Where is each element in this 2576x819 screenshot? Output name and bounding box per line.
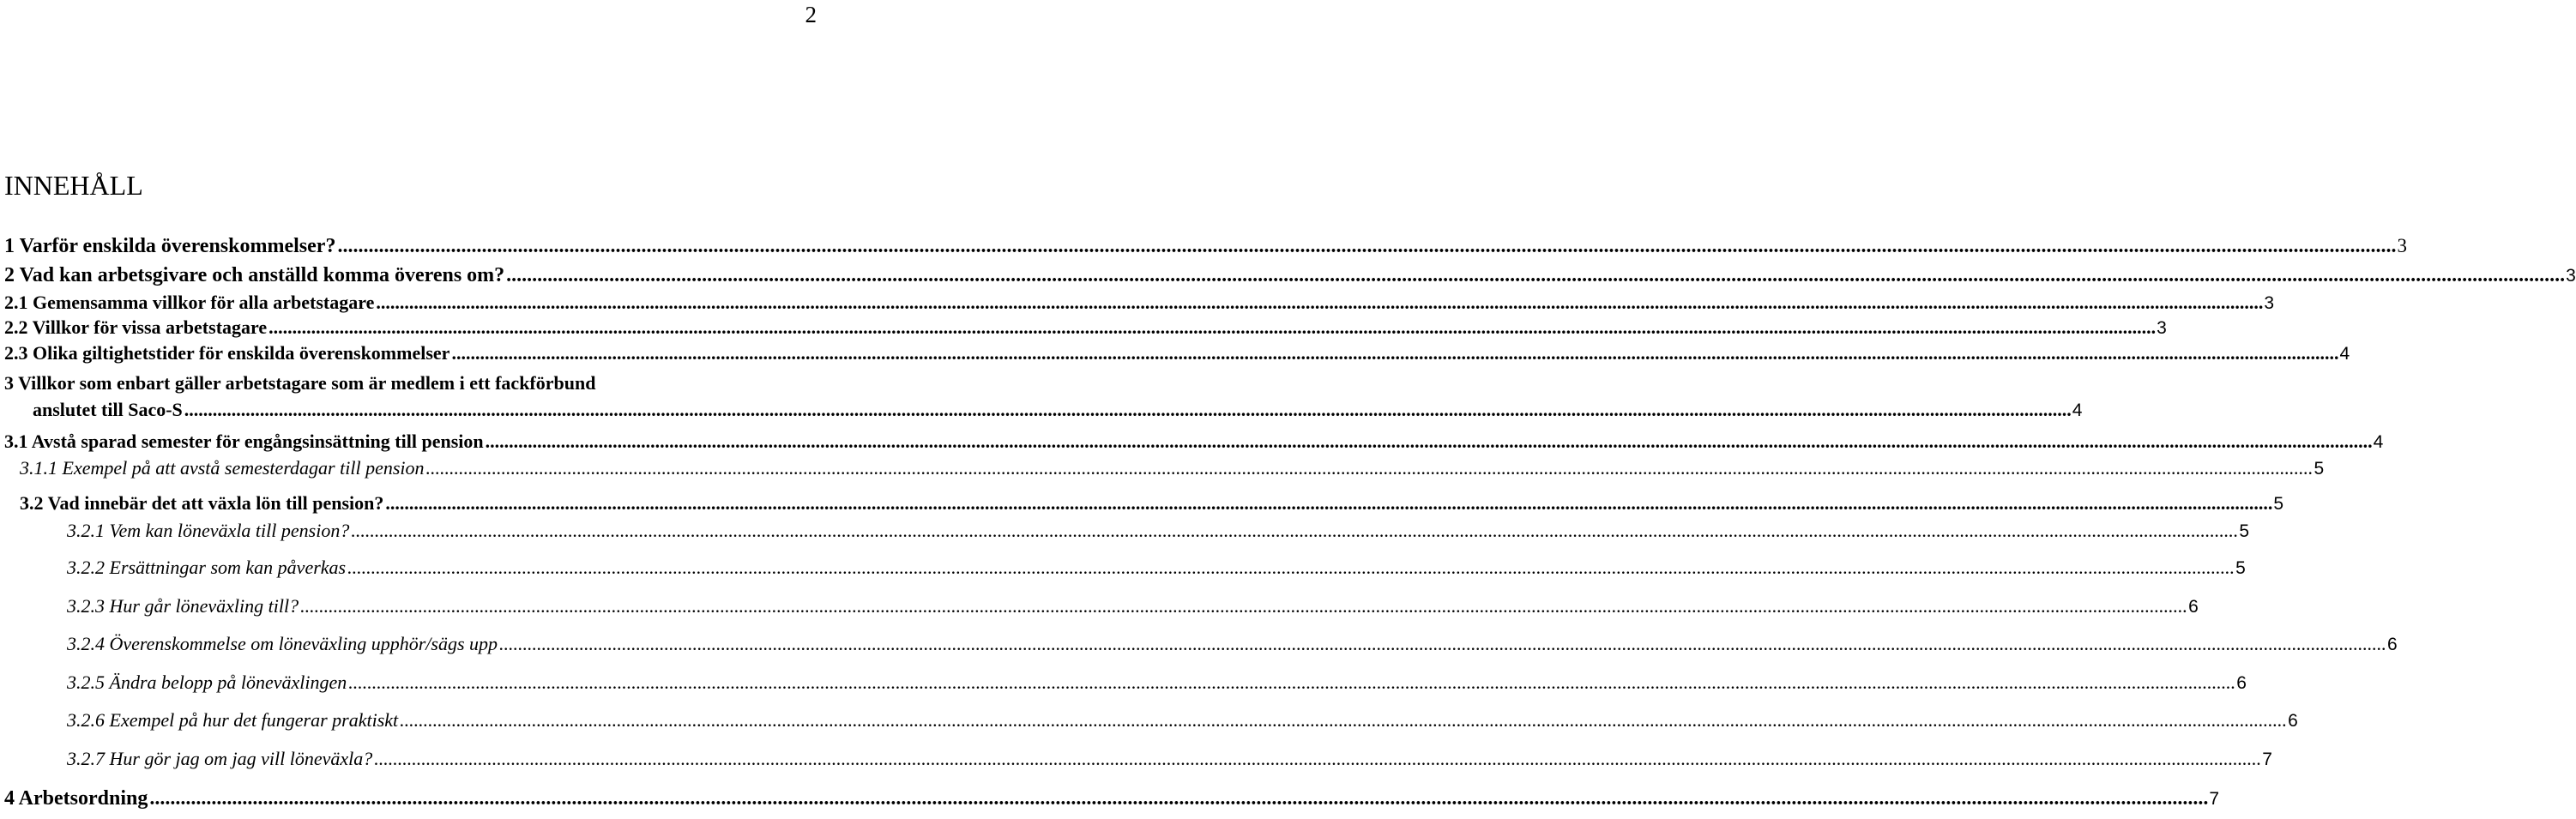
toc-leader-dots: ................................................................................................................................................................................................................................................................................................................................................................................................................ xyxy=(347,557,2235,578)
toc-entry-label: 3.1.1 Exempel på att avstå semesterdagar till pension xyxy=(20,457,425,479)
toc-entry-page: 5 xyxy=(2235,558,2246,578)
toc-leader-dots: ................................................................................................................................................................................................................................................................................................................................................................................................................ xyxy=(506,264,2566,286)
toc-entry-page: 6 xyxy=(2236,673,2247,693)
toc-entry-3[interactable] xyxy=(33,399,2083,428)
toc-entry-label: 2.1 Gemensamma villkor för alla arbetstagare xyxy=(4,292,375,313)
toc-leader-dots: ................................................................................................................................................................................................................................................................................................................................................................................................................ xyxy=(337,235,2397,257)
toc-leader-dots: ................................................................................................................................................................................................................................................................................................................................................................................................................ xyxy=(400,709,2288,731)
toc-entry-label: 3.2.6 Exempel på hur det fungerar praktiskt xyxy=(67,709,399,731)
toc-entry-3-2[interactable] xyxy=(20,492,2284,521)
toc-entry-page: 4 xyxy=(2373,432,2384,452)
toc-entry-label: 3.2.1 Vem kan löneväxla till pension? xyxy=(67,520,350,541)
toc-entry-label: 1 Varför enskilda överenskommelser? xyxy=(4,235,336,257)
toc-entry-label: 3.2.7 Hur gör jag om jag vill löneväxla? xyxy=(67,748,373,769)
toc-entry-2-2[interactable] xyxy=(4,316,2167,346)
toc-entry-page: 4 xyxy=(2072,400,2083,420)
toc-entry-label: 3.1 Avstå sparad semester för engångsinsättning till pension xyxy=(4,431,484,452)
toc-entry-label: 3.2.5 Ändra belopp på löneväxlingen xyxy=(67,671,347,693)
toc-entry-1[interactable] xyxy=(4,235,2407,264)
toc-entry-page: 7 xyxy=(2262,750,2272,769)
toc-entry-3-2-7[interactable] xyxy=(67,748,2272,777)
toc-leader-dots: ................................................................................................................................................................................................................................................................................................................................................................................................................ xyxy=(385,492,2273,514)
page-number: 2 xyxy=(805,2,817,27)
toc-entry-page: 5 xyxy=(2314,459,2325,479)
toc-entry-4[interactable] xyxy=(4,787,2220,816)
toc-leader-dots: ................................................................................................................................................................................................................................................................................................................................................................................................................ xyxy=(499,633,2387,654)
toc-entry-label: 3.2 Vad innebär det att växla lön till pension? xyxy=(20,492,384,514)
toc-entry-label: 3.2.2 Ersättningar som kan påverkas xyxy=(67,557,347,578)
toc-entry-page: 6 xyxy=(2288,711,2298,731)
toc-entry-page: 6 xyxy=(2188,597,2199,617)
toc-entry-page: 4 xyxy=(2339,344,2350,364)
toc-leader-dots: ................................................................................................................................................................................................................................................................................................................................................................................................................ xyxy=(425,457,2314,479)
toc-entry-2[interactable] xyxy=(4,264,2576,293)
toc-entry-label: 4 Arbetsordning xyxy=(4,787,148,810)
toc-entry-label: 2.3 Olika giltighetstider för enskilda överenskommelser xyxy=(4,342,450,364)
toc-entry-2-3[interactable] xyxy=(4,342,2350,371)
toc-entry-3-2-4[interactable] xyxy=(67,633,2398,662)
toc-entry-3-2-2[interactable] xyxy=(67,557,2246,586)
toc-entry-page: 3 xyxy=(2397,235,2407,256)
toc-entry-page: 3 xyxy=(2566,266,2576,286)
toc-leader-dots: ................................................................................................................................................................................................................................................................................................................................................................................................................ xyxy=(149,787,2209,810)
toc-leader-dots: ................................................................................................................................................................................................................................................................................................................................................................................................................ xyxy=(300,595,2188,617)
toc-entry-label: 3.2.3 Hur går löneväxling till? xyxy=(67,595,299,617)
toc-heading: INNEHÅLL xyxy=(4,170,143,201)
toc-entry-3-2-1[interactable] xyxy=(67,520,2250,549)
toc-entry-label: 2 Vad kan arbetsgivare och anställd komma överens om? xyxy=(4,264,505,286)
toc-leader-dots: ................................................................................................................................................................................................................................................................................................................................................................................................................ xyxy=(376,292,2264,313)
toc-leader-dots: ................................................................................................................................................................................................................................................................................................................................................................................................................ xyxy=(485,431,2373,452)
toc-entry-3-1[interactable] xyxy=(4,431,2384,460)
toc-leader-dots: ................................................................................................................................................................................................................................................................................................................................................................................................................ xyxy=(268,316,2157,338)
toc-entry-3-2-3[interactable] xyxy=(67,595,2199,624)
toc-entry-page: 5 xyxy=(2273,494,2284,514)
toc-leader-dots: ................................................................................................................................................................................................................................................................................................................................................................................................................ xyxy=(451,342,2339,364)
toc-entry-page: 3 xyxy=(2264,293,2275,313)
toc-entry-3-2-6[interactable] xyxy=(67,709,2298,738)
toc-entry-label: anslutet till Saco-S xyxy=(33,399,183,420)
toc-entry-3-2-5[interactable] xyxy=(67,671,2247,701)
toc-entry-page: 3 xyxy=(2157,318,2167,338)
toc-entry-3-line1[interactable]: 3 Villkor som enbart gäller arbetstagare som är medlem i ett fackförbund xyxy=(4,372,596,394)
toc-entry-label: 2.2 Villkor för vissa arbetstagare xyxy=(4,316,268,338)
toc-entry-page: 7 xyxy=(2209,789,2220,809)
toc-leader-dots: ................................................................................................................................................................................................................................................................................................................................................................................................................ xyxy=(348,671,2236,693)
toc-leader-dots: ................................................................................................................................................................................................................................................................................................................................................................................................................ xyxy=(351,520,2239,541)
toc-entry-page: 5 xyxy=(2239,521,2250,541)
toc-leader-dots: ................................................................................................................................................................................................................................................................................................................................................................................................................ xyxy=(184,399,2072,420)
toc-leader-dots: ................................................................................................................................................................................................................................................................................................................................................................................................................ xyxy=(374,748,2262,769)
toc-entry-3-1-1[interactable] xyxy=(20,457,2325,486)
toc-entry-page: 6 xyxy=(2387,635,2398,654)
toc-entry-label: 3.2.4 Överenskommelse om löneväxling upphör/sägs upp xyxy=(67,633,498,654)
